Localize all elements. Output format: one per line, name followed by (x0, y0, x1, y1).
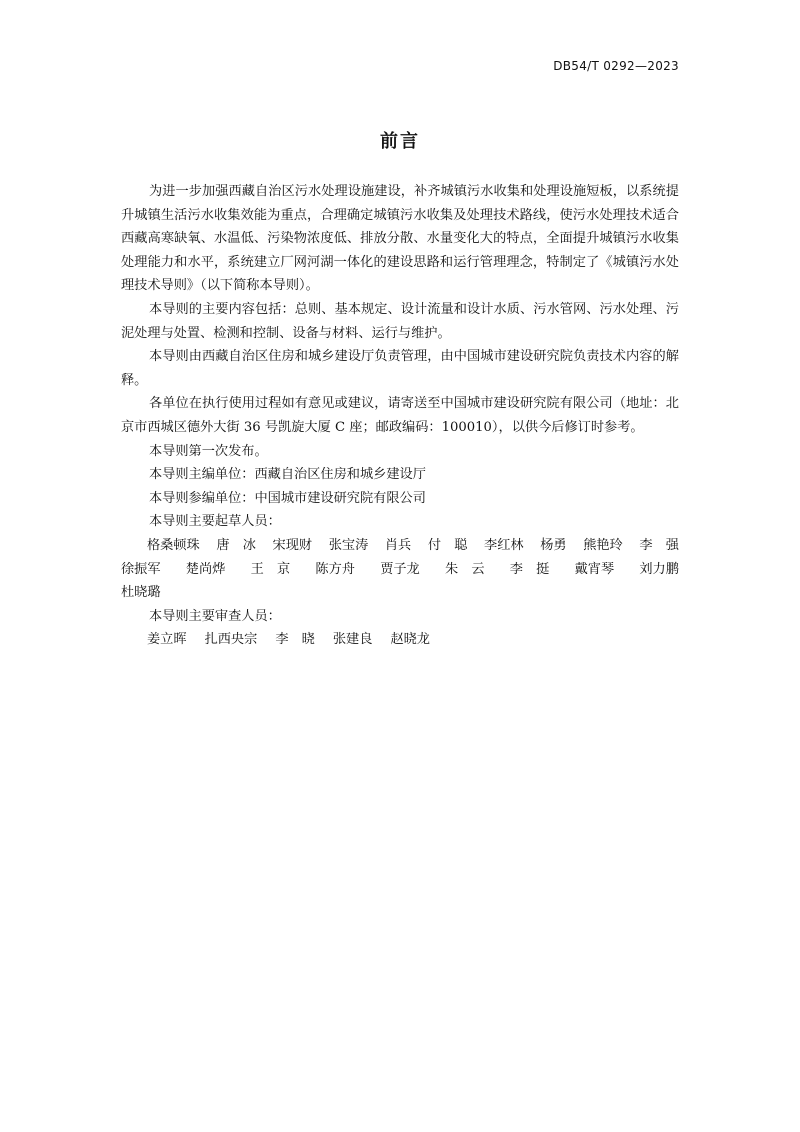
drafter-name: 楚尚烨 (185, 561, 226, 577)
drafter-name: 贾子龙 (380, 561, 420, 577)
reviewer-name: 扎西央宗 (204, 632, 258, 648)
drafter-name: 肖兵 (384, 537, 412, 553)
drafters-row-3 (121, 581, 679, 605)
document-code: DB54/T 0292—2023 (553, 59, 679, 73)
drafters-label: 本导则主要起草人员： (149, 514, 281, 530)
drafter-name: 付 聪 (427, 537, 468, 553)
reviewer-name: 姜立晖 (147, 632, 187, 648)
drafter-name: 刘力鹏 (639, 561, 679, 577)
drafter-name: 熊艳玲 (583, 537, 623, 553)
drafter-name: 宋现财 (272, 537, 313, 553)
page-title: 前言 (380, 131, 420, 152)
drafter-name: 徐振军 (121, 561, 161, 577)
drafter-name: 陈方舟 (315, 561, 355, 577)
drafters-row-2 (121, 558, 679, 582)
drafter-name: 杜晓璐 (121, 585, 161, 601)
drafter-name: 格桑顿珠 (147, 537, 200, 553)
chief-editor-line: 本导则主编单位：西藏自治区住房和城乡建设厅 (149, 467, 426, 483)
paragraph-management: 本导则由西藏自治区住房和城乡建设厅负责管理，由中国城市建设研究院负责技术内容的解释。 (121, 349, 679, 388)
drafters-row-1 (121, 534, 679, 558)
drafter-name: 朱 云 (444, 561, 485, 577)
reviewer-name: 赵晓龙 (390, 632, 430, 648)
reviewer-name: 李 晓 (275, 632, 315, 648)
co-editor-line: 本导则参编单位：中国城市建设研究院有限公司 (149, 490, 426, 506)
paragraph-purpose: 为进一步加强西藏自治区污水处理设施建设，补齐城镇污水收集和处理设施短板，以系统提升城镇生活污水收集效能为重点，合理确定城镇污水收集及处理技术路线，使污水处理技术适合西藏高寒缺氧、水温低、污染物浓度低、排放分散、水量变化大的特点，全面提升城镇污水收集处理能力和水平，系统建立厂网河湖一体化的建设思路和运行管理理念，特制定了《城镇污水处理技术导则》（以下简称本导则）。 (121, 184, 679, 294)
reviewers-row (121, 628, 679, 652)
reviewer-name: 张建良 (332, 632, 373, 648)
first-release-line: 本导则第一次发布。 (149, 443, 268, 459)
drafters-list (121, 534, 679, 605)
drafter-name: 张宝涛 (328, 537, 369, 553)
drafter-name: 王 京 (250, 561, 291, 577)
drafter-name: 唐 冰 (216, 537, 256, 553)
drafter-name: 李红林 (484, 537, 524, 553)
drafter-name: 李 挺 (509, 561, 550, 577)
reviewers-list (121, 628, 679, 652)
document-body (121, 180, 679, 652)
drafter-name: 戴宵琴 (574, 561, 615, 577)
drafter-name: 李 强 (639, 537, 679, 553)
drafter-name: 杨勇 (540, 537, 567, 553)
paragraph-feedback: 各单位在执行使用过程如有意见或建议，请寄送至中国城市建设研究院有限公司（地址：北京市西城区德外大街 36 号凯旋大厦 C 座；邮政编码：100010），以供今后修订时参考。 (121, 396, 679, 435)
paragraph-contents: 本导则的主要内容包括：总则、基本规定、设计流量和设计水质、污水管网、污水处理、污泥处理与处置、检测和控制、设备与材料、运行与维护。 (121, 301, 679, 341)
reviewers-label: 本导则主要审查人员： (149, 608, 281, 624)
